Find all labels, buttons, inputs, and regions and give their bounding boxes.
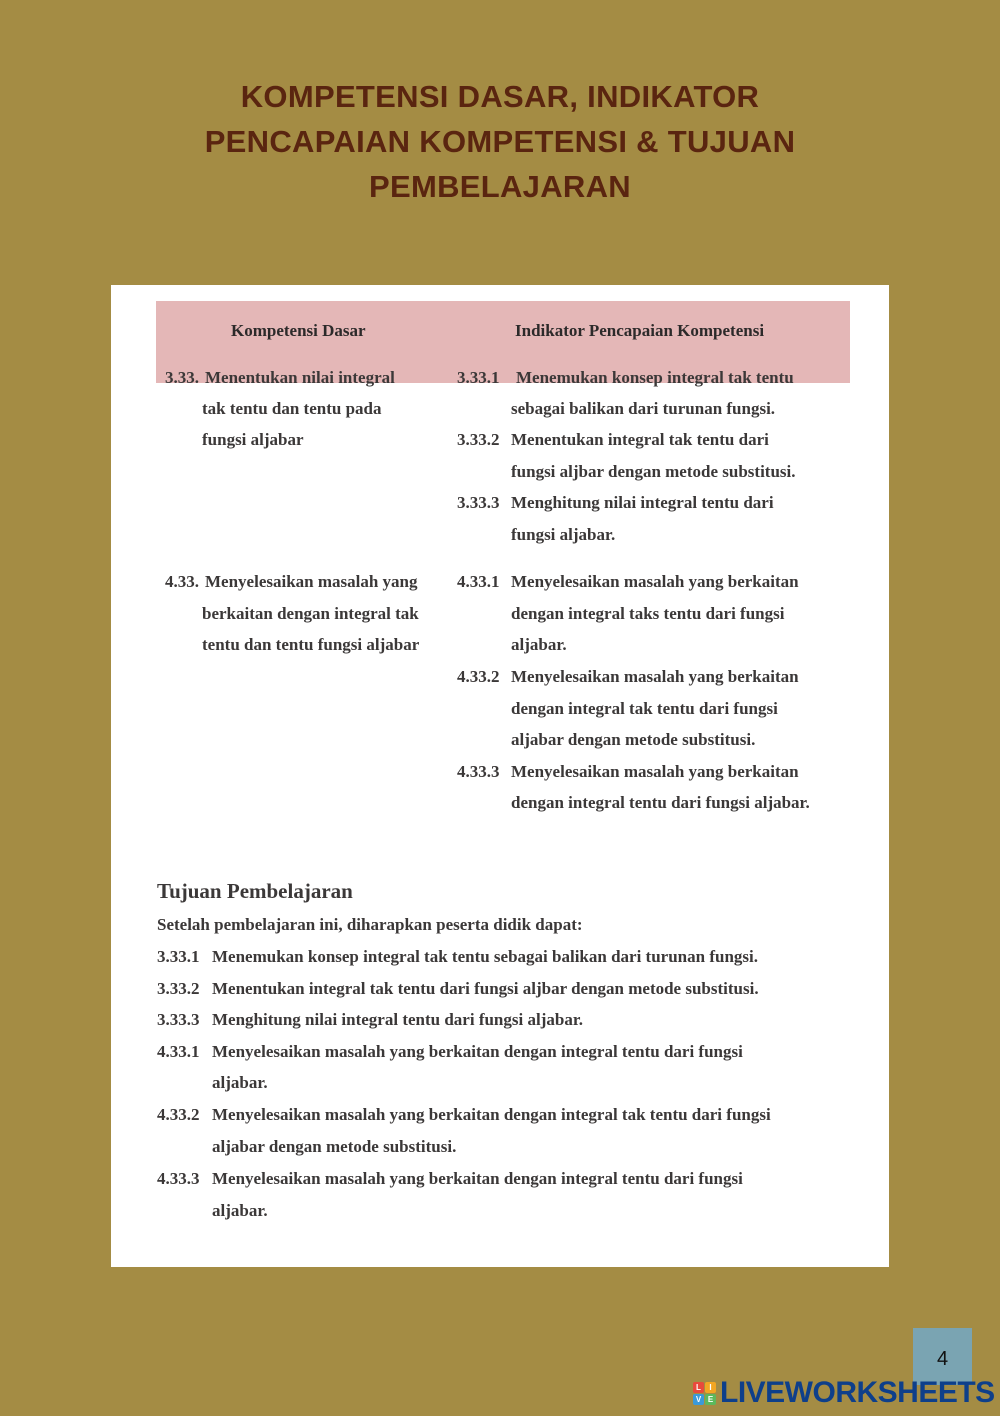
ipk-text-line: dengan integral tentu dari fungsi aljabar. [511,793,810,812]
tujuan-text-line: Menghitung nilai integral tentu dari fungsi aljabar. [212,1010,584,1029]
title-line-2: PENCAPAIAN KOMPETENSI & TUJUAN [204,124,796,159]
ipk-item [457,368,847,428]
kd-text-line: Menyelesaikan masalah yang [205,572,418,591]
header-indikator: Indikator Pencapaian Kompetensi [515,321,765,340]
ipk-number: 3.33.2 [457,430,500,449]
tujuan-text-line: Menyelesaikan masalah yang berkaitan dengan integral tak tentu dari fungsi [212,1105,771,1124]
kd-item [165,572,455,672]
content-sheet [111,285,889,1267]
tujuan-heading: Tujuan Pembelajaran [157,879,353,903]
ipk-number: 4.33.2 [457,667,500,686]
logo-letter: L [693,1382,704,1393]
tujuan-number: 4.33.3 [157,1169,200,1188]
ipk-number: 4.33.1 [457,572,500,591]
ipk-number: 4.33.3 [457,762,500,781]
ipk-text-line: Menentukan integral tak tentu dari [511,430,769,449]
ipk-text-line: Menyelesaikan masalah yang berkaitan [511,572,799,591]
ipk-text-line: aljabar dengan metode substitusi. [511,730,756,749]
logo-letter: I [705,1382,716,1393]
ipk-item [457,493,847,553]
logo-letter: E [705,1394,716,1405]
tujuan-text-line: Menentukan integral tak tentu dari fungsi aljbar dengan metode substitusi. [212,979,759,998]
ipk-item [457,430,847,490]
tujuan-text-line: Menyelesaikan masalah yang berkaitan dengan integral tentu dari fungsi [212,1042,743,1061]
tujuan-text-line: aljabar. [212,1073,268,1092]
logo-letter: V [693,1394,704,1405]
ipk-text-line: dengan integral tak tentu dari fungsi [511,699,778,718]
kd-number: 4.33. [165,572,199,591]
kd-text-line: tentu dan tentu fungsi aljabar [202,635,420,654]
logo-mark-icon [693,1382,716,1405]
ipk-number: 3.33.3 [457,493,500,512]
tujuan-text-line: aljabar dengan metode substitusi. [212,1137,457,1156]
tujuan-number: 4.33.1 [157,1042,200,1061]
ipk-item [457,762,847,822]
logo-text: LIVEWORKSHEETS [720,1376,995,1409]
tujuan-text-line: aljabar. [212,1201,268,1220]
page-title [100,74,900,209]
title-line-3: PEMBELAJARAN [369,169,631,204]
ipk-text-line: dengan integral taks tentu dari fungsi [511,604,785,623]
tujuan-number: 4.33.2 [157,1105,200,1124]
kd-text-line: berkaitan dengan integral tak [202,604,419,623]
kd-text-line: Menentukan nilai integral [205,368,395,387]
ipk-text-line: aljabar. [511,635,567,654]
ipk-number: 3.33.1 [457,368,500,387]
ipk-text-line: Menyelesaikan masalah yang berkaitan [511,762,799,781]
title-line-1: KOMPETENSI DASAR, INDIKATOR [240,79,760,114]
tujuan-number: 3.33.1 [157,947,200,966]
tujuan-text-line: Menemukan konsep integral tak tentu sebagai balikan dari turunan fungsi. [212,947,758,966]
ipk-text-line: fungsi aljabar. [511,525,616,544]
liveworksheets-logo [693,1376,995,1410]
tujuan-number: 3.33.2 [157,979,200,998]
ipk-text-line: sebagai balikan dari turunan fungsi. [511,399,776,418]
ipk-item [457,667,847,757]
page-number: 4 [913,1328,972,1385]
kd-text-line: fungsi aljabar [202,430,304,449]
tujuan-intro: Setelah pembelajaran ini, diharapkan peserta didik dapat: [157,915,583,934]
ipk-text-line: Menyelesaikan masalah yang berkaitan [511,667,799,686]
header-kompetensi-dasar: Kompetensi Dasar [231,321,366,340]
kd-item [165,368,435,468]
ipk-text-line: Menemukan konsep integral tak tentu [516,368,794,387]
ipk-item [457,572,847,662]
tujuan-text-line: Menyelesaikan masalah yang berkaitan dengan integral tentu dari fungsi [212,1169,743,1188]
kd-text-line: tak tentu dan tentu pada [202,399,382,418]
kd-number: 3.33. [165,368,199,387]
ipk-text-line: fungsi aljbar dengan metode substitusi. [511,462,796,481]
ipk-text-line: Menghitung nilai integral tentu dari [511,493,774,512]
tujuan-number: 3.33.3 [157,1010,200,1029]
